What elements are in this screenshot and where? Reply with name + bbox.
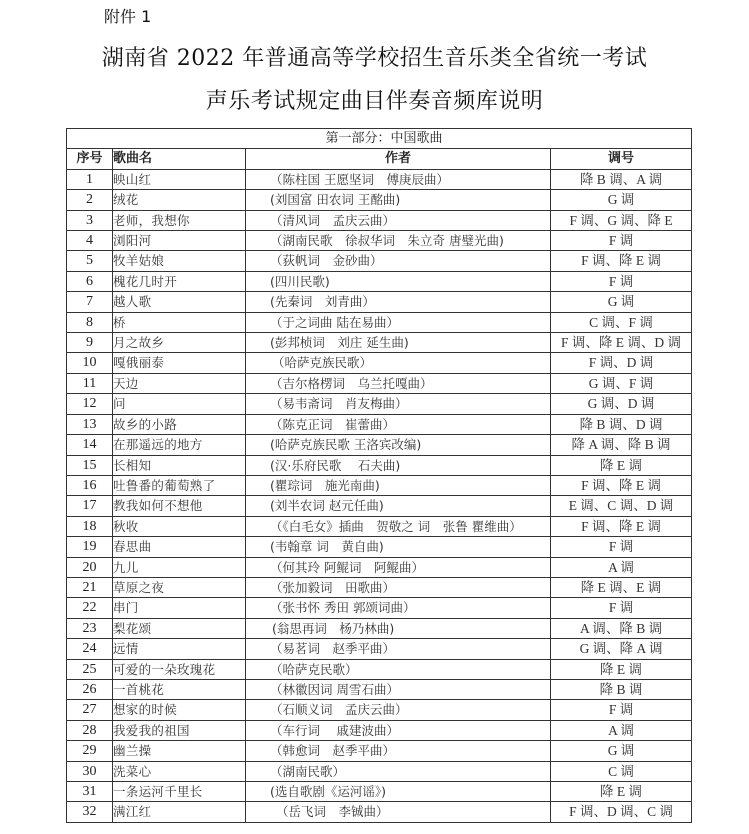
song-key-cell: A 调 (551, 557, 692, 577)
song-number-cell: 29 (67, 741, 113, 761)
song-name-cell: 幽兰操 (113, 741, 246, 761)
song-name-cell: 秋收 (113, 516, 246, 536)
song-name-cell: 满江红 (113, 802, 246, 822)
table-row (67, 659, 692, 679)
document-title-line1: 湖南省 2022 年普通高等学校招生音乐类全省统一考试 (101, 46, 648, 71)
song-name-cell: 梨花颂 (113, 618, 246, 638)
song-name-cell: 越人歌 (113, 292, 246, 312)
table-row (67, 455, 692, 475)
song-author-cell: (哈萨克族民歌 王洛宾改编) (246, 435, 551, 455)
song-author-cell: （易韦斋词 肖友梅曲） (246, 394, 551, 414)
song-number-cell: 23 (67, 618, 113, 638)
table-row (67, 190, 692, 210)
song-name-cell: 九儿 (113, 557, 246, 577)
song-author-cell: （于之词曲 陆在易曲） (246, 312, 551, 332)
song-number-cell: 7 (67, 292, 113, 312)
song-name-cell: 绒花 (113, 190, 246, 210)
song-number-cell: 25 (67, 659, 113, 679)
song-key-cell: G 调、F 调 (551, 373, 692, 393)
column-header-no: 序号 (67, 149, 113, 169)
song-author-cell: （岳飞词 李铖曲） (246, 802, 551, 822)
song-name-cell: 洗菜心 (113, 761, 246, 781)
song-key-cell: F 调、降 E 调 (551, 475, 692, 495)
song-name-cell: 牧羊姑娘 (113, 251, 246, 271)
song-key-cell: G 调、降 A 调 (551, 639, 692, 659)
song-number-cell: 14 (67, 435, 113, 455)
song-number-cell: 13 (67, 414, 113, 434)
song-number-cell: 16 (67, 475, 113, 495)
song-author-cell: （荻帆词 金砂曲） (246, 251, 551, 271)
table-row (67, 557, 692, 577)
song-key-cell: 降 E 调 (551, 455, 692, 475)
song-number-cell: 18 (67, 516, 113, 536)
song-key-cell: G 调 (551, 292, 692, 312)
table-row (67, 720, 692, 740)
song-name-cell: 吐鲁番的葡萄熟了 (113, 475, 246, 495)
song-number-cell: 30 (67, 761, 113, 781)
table-row (67, 598, 692, 618)
attachment-label: 附件 1 (104, 7, 152, 26)
song-table (66, 128, 692, 823)
song-name-cell: 草原之夜 (113, 577, 246, 597)
song-name-cell: 浏阳河 (113, 231, 246, 251)
song-key-cell: 降 E 调 (551, 782, 692, 802)
document-title-line2: 声乐考试规定曲目伴奏音频库说明 (205, 89, 544, 114)
song-name-cell: 一条运河千里长 (113, 782, 246, 802)
song-name-cell: 我爱我的祖国 (113, 720, 246, 740)
column-header-key: 调号 (551, 149, 692, 169)
song-key-cell: F 调、D 调、C 调 (551, 802, 692, 822)
song-name-cell: 天边 (113, 373, 246, 393)
song-key-cell: G 调、D 调 (551, 394, 692, 414)
song-author-cell: (四川民歌) (246, 271, 551, 291)
song-key-cell: F 调、降 E 调、D 调 (551, 333, 692, 353)
song-number-cell: 11 (67, 373, 113, 393)
song-name-cell: 远情 (113, 639, 246, 659)
song-author-cell: (刘国富 田农词 王酩曲) (246, 190, 551, 210)
song-number-cell: 19 (67, 537, 113, 557)
table-row (67, 700, 692, 720)
section-header-row (67, 129, 692, 149)
song-number-cell: 5 (67, 251, 113, 271)
song-key-cell: F 调、G 调、降 E (551, 210, 692, 230)
song-name-cell: 槐花几时开 (113, 271, 246, 291)
song-key-cell: A 调、降 B 调 (551, 618, 692, 638)
song-name-cell: 桥 (113, 312, 246, 332)
song-name-cell: 映山红 (113, 169, 246, 189)
song-author-cell: （哈萨克族民歌） (246, 353, 551, 373)
song-name-cell: 故乡的小路 (113, 414, 246, 434)
song-name-cell: 长相知 (113, 455, 246, 475)
song-name-cell: 问 (113, 394, 246, 414)
table-row (67, 414, 692, 434)
table-row (67, 373, 692, 393)
song-author-cell: （张书怀 秀田 郭颂词曲） (246, 598, 551, 618)
table-row (67, 475, 692, 495)
song-author-cell: （湖南民歌） (246, 761, 551, 781)
song-name-cell: 老师，我想你 (113, 210, 246, 230)
table-row (67, 251, 692, 271)
song-key-cell: 降 B 调、D 调 (551, 414, 692, 434)
table-row (67, 435, 692, 455)
table-row (67, 516, 692, 536)
table-row (67, 618, 692, 638)
column-header-row (67, 149, 692, 169)
table-row (67, 782, 692, 802)
song-key-cell: F 调、降 E 调 (551, 251, 692, 271)
song-key-cell: F 调 (551, 271, 692, 291)
table-row (67, 271, 692, 291)
song-key-cell: F 调、D 调 (551, 353, 692, 373)
table-row (67, 741, 692, 761)
song-author-cell: (选自歌剧《运河谣》) (246, 782, 551, 802)
table-row (67, 679, 692, 699)
song-author-cell: （《白毛女》插曲 贺敬之 词 张鲁 瞿维曲） (246, 516, 551, 536)
song-number-cell: 2 (67, 190, 113, 210)
song-key-cell: C 调 (551, 761, 692, 781)
song-key-cell: F 调 (551, 598, 692, 618)
song-author-cell: (先秦词 刘青曲） (246, 292, 551, 312)
song-number-cell: 8 (67, 312, 113, 332)
song-name-cell: 教我如何不想他 (113, 496, 246, 516)
song-author-cell: （清风词 孟庆云曲） (246, 210, 551, 230)
column-header-name: 歌曲名 (113, 149, 246, 169)
song-number-cell: 6 (67, 271, 113, 291)
song-author-cell: （吉尔格楞词 乌兰托嘎曲） (246, 373, 551, 393)
song-key-cell: F 调 (551, 537, 692, 557)
song-name-cell: 可爱的一朵玫瑰花 (113, 659, 246, 679)
song-name-cell: 想家的时候 (113, 700, 246, 720)
song-author-cell: (翁思再词 杨乃林曲) (246, 618, 551, 638)
table-row (67, 333, 692, 353)
song-author-cell: （张加毅词 田歌曲） (246, 577, 551, 597)
table-row (67, 496, 692, 516)
song-number-cell: 27 (67, 700, 113, 720)
song-number-cell: 20 (67, 557, 113, 577)
song-author-cell: （湖南民歌 徐叔华词 朱立奇 唐璧光曲) (246, 231, 551, 251)
song-name-cell: 月之故乡 (113, 333, 246, 353)
song-number-cell: 21 (67, 577, 113, 597)
song-number-cell: 4 (67, 231, 113, 251)
song-key-cell: F 调 (551, 700, 692, 720)
song-key-cell: 降 E 调、E 调 (551, 577, 692, 597)
song-key-cell: 降 B 调、A 调 (551, 169, 692, 189)
table-row (67, 312, 692, 332)
song-key-cell: G 调 (551, 190, 692, 210)
table-row (67, 231, 692, 251)
table-row (67, 537, 692, 557)
song-number-cell: 22 (67, 598, 113, 618)
song-author-cell: (韦翰章 词 黄自曲) (246, 537, 551, 557)
song-key-cell: F 调 (551, 231, 692, 251)
song-author-cell: （陈柱国 王愿坚词 傅庚辰曲） (246, 169, 551, 189)
song-key-cell: E 调、C 调、D 调 (551, 496, 692, 516)
song-number-cell: 1 (67, 169, 113, 189)
song-author-cell: （陈克正词 崔蕾曲） (246, 414, 551, 434)
section-title-cell (67, 129, 692, 149)
song-number-cell: 26 (67, 679, 113, 699)
song-key-cell: F 调、降 E 调 (551, 516, 692, 536)
song-name-cell: 春思曲 (113, 537, 246, 557)
song-number-cell: 9 (67, 333, 113, 353)
song-author-cell: （石顺义词 孟庆云曲） (246, 700, 551, 720)
song-author-cell: (刘半农词 赵元任曲) (246, 496, 551, 516)
table-row (67, 761, 692, 781)
song-author-cell: （何其玲 阿鲲词 阿鲲曲） (246, 557, 551, 577)
song-author-cell: (汉·乐府民歌 石夫曲) (246, 455, 551, 475)
table-row (67, 394, 692, 414)
table-row (67, 210, 692, 230)
song-number-cell: 17 (67, 496, 113, 516)
song-number-cell: 28 (67, 720, 113, 740)
song-author-cell: (瞿琮词 施光南曲) (246, 475, 551, 495)
song-name-cell: 嘎俄丽泰 (113, 353, 246, 373)
song-author-cell: （易茗词 赵季平曲） (246, 639, 551, 659)
song-number-cell: 24 (67, 639, 113, 659)
song-author-cell: （哈萨克民歌） (246, 659, 551, 679)
table-row (67, 577, 692, 597)
section-title: 第一部分：中国歌曲 (325, 131, 443, 146)
table-row (67, 353, 692, 373)
song-name-cell: 串门 (113, 598, 246, 618)
song-key-cell: G 调 (551, 741, 692, 761)
song-author-cell: （林徽因词 周雪石曲） (246, 679, 551, 699)
song-key-cell: C 调、F 调 (551, 312, 692, 332)
song-number-cell: 15 (67, 455, 113, 475)
song-key-cell: 降 A 调、降 B 调 (551, 435, 692, 455)
song-key-cell: A 调 (551, 720, 692, 740)
column-header-author: 作者 (246, 149, 551, 169)
table-row (67, 639, 692, 659)
song-author-cell: (彭邦桢词 刘庄 延生曲) (246, 333, 551, 353)
song-number-cell: 32 (67, 802, 113, 822)
song-author-cell: （韩愈词 赵季平曲） (246, 741, 551, 761)
table-row (67, 169, 692, 189)
song-name-cell: 一首桃花 (113, 679, 246, 699)
song-number-cell: 31 (67, 782, 113, 802)
song-name-cell: 在那遥远的地方 (113, 435, 246, 455)
table-row (67, 292, 692, 312)
song-key-cell: 降 B 调 (551, 679, 692, 699)
song-author-cell: （车行词 戚建波曲） (246, 720, 551, 740)
song-number-cell: 10 (67, 353, 113, 373)
song-number-cell: 12 (67, 394, 113, 414)
song-number-cell: 3 (67, 210, 113, 230)
song-table-body (67, 169, 692, 822)
table-row (67, 802, 692, 822)
song-key-cell: 降 E 调 (551, 659, 692, 679)
